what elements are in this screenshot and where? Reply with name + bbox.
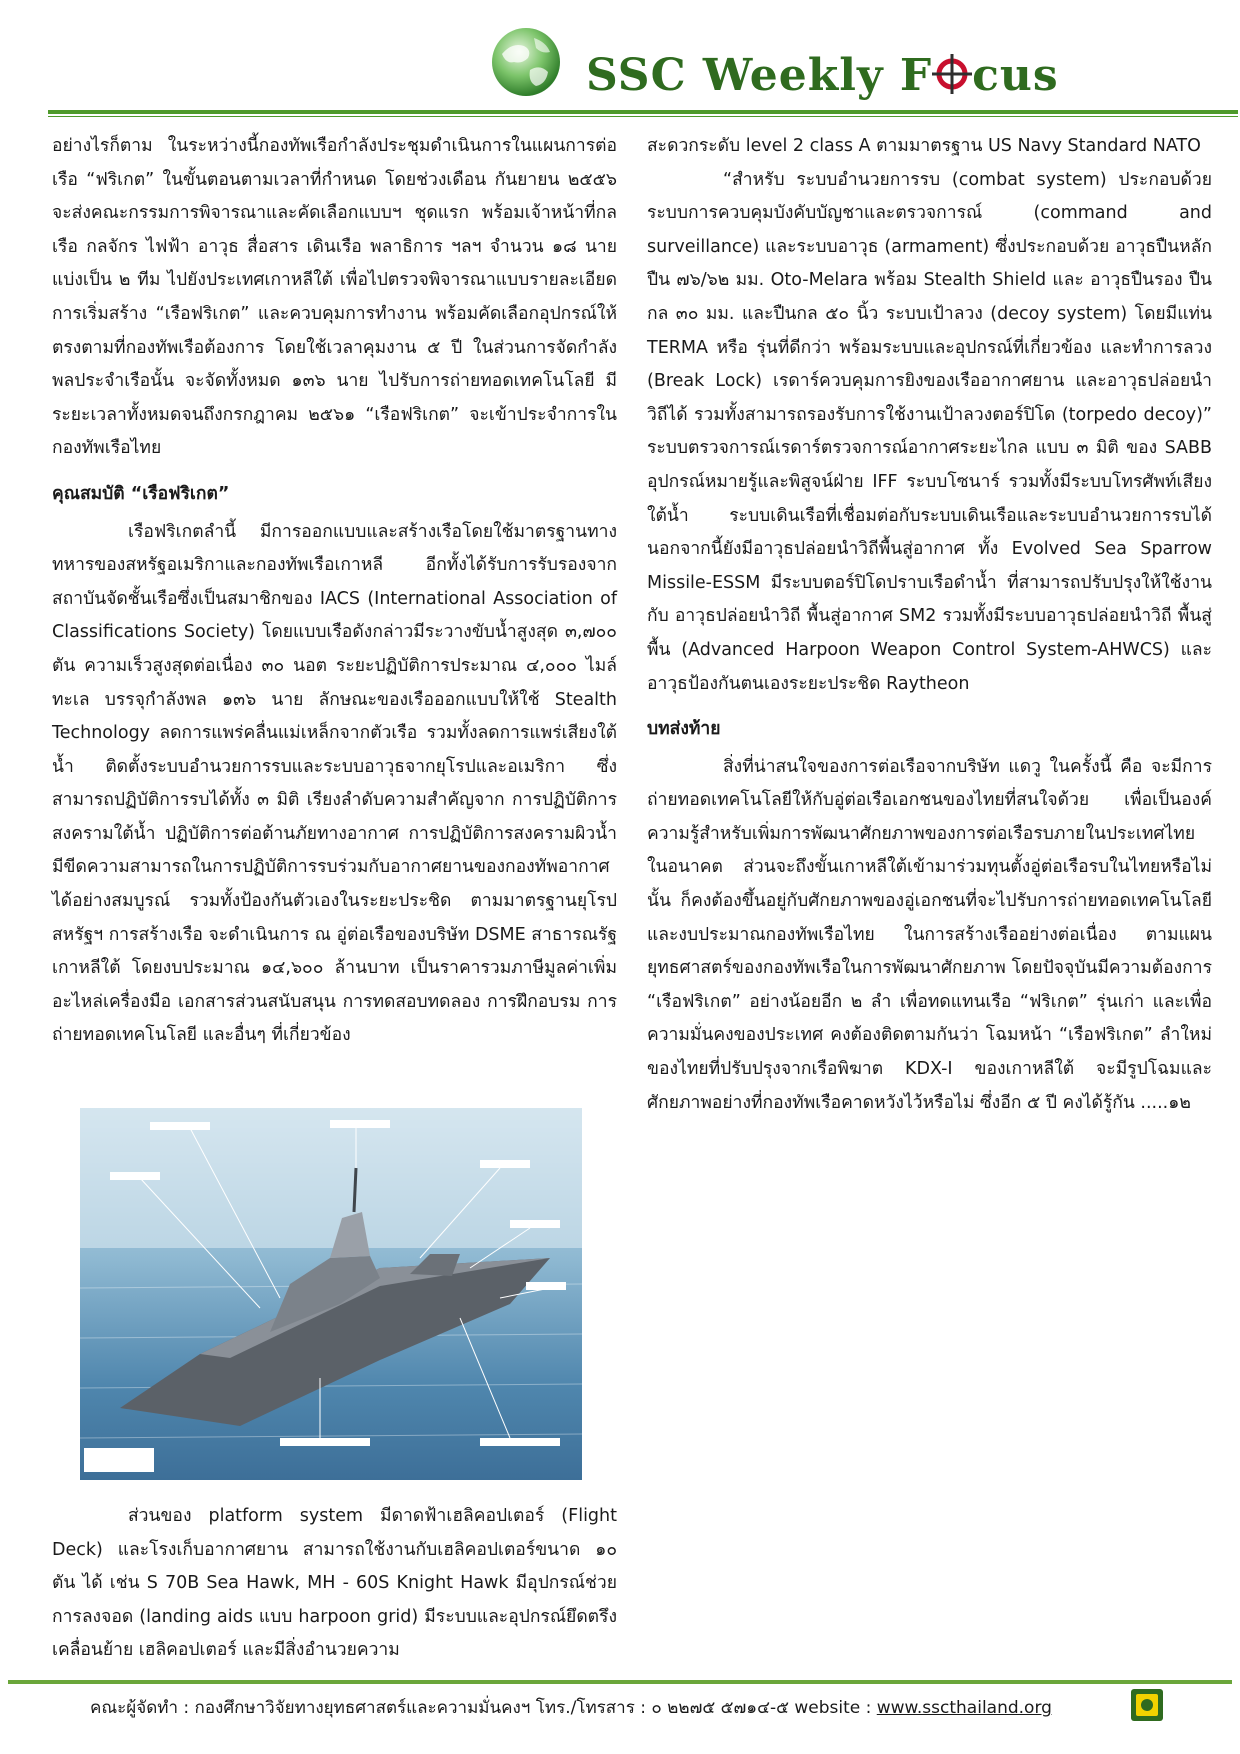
header-divider-thin	[48, 116, 1238, 117]
crosshair-icon	[932, 54, 972, 94]
section-heading: คุณสมบัติ “เรือฟริเกต”	[52, 483, 230, 504]
header-divider	[48, 110, 1238, 114]
section-heading: บทส่งท้าย	[647, 719, 721, 740]
body-paragraph: “สำหรับ ระบบอำนวยการรบ (combat system) ประกอบด้วยระบบการควบคุมบังคับบัญชาและตรวจการณ์ (command and surveillance) และระบบอาวุธ (armament) ซึ่งประกอบด้วย อาวุธปืนหลัก ปืน ๗๖/๖๒ มม. Oto-Melara พร้อม Stealth Shield และ อาวุธปืนรอง ปืนกล ๓๐ มม. และปืนกล ๕๐ นิ้ว ระบบเป้าลวง (decoy system) โดยมีแท่น TERMA หรือ รุ่นที่ดีกว่า พร้อมระบบและอุปกรณ์ที่เกี่ยวข้อง และทำการลวง (Break Lock) เรดาร์ควบคุมการยิงของเรืออากาศยาน และอาวุธปล่อยนำวิถีได้ รวมทั้งสามารถรองรับการใช้งานเป้าลวงตอร์ปิโด (torpedo decoy)” ระบบตรวจการณ์เรดาร์ตรวจการณ์อากาศระยะไกล แบบ ๓ มิติ ของ SABB อุปกรณ์หมายรู้และพิสูจน์ฝ่าย IFF ระบบโซนาร์ รวมทั้งมีระบบโทรศัพท์เสียงใต้น้ำ ระบบเดินเรือที่เชื่อมต่อกับระบบเดินเรือและระบบอำนวยการรบได้ นอกจากนี้ยังมีอาวุธปล่อยนำวิถีพื้นสู่อากาศ ทั้ง Evolved Sea Sparrow Missile-ESSM มีระบบตอร์ปิโดปราบเรือดำน้ำ ที่สามารถปรับปรุงให้ใช้งานกับ อาวุธปล่อยนำวิถี พื้นสู่อากาศ SM2 รวมทั้งมีระบบอาวุธปล่อยนำวิถี พื้นสู่พื้น (Advanced Harpoon Weapon Control System-AHWCS) และอาวุธป้องกันตนเองระยะประชิด Raytheon	[647, 169, 1212, 694]
website-link[interactable]: www.sscthailand.org	[876, 1698, 1052, 1718]
globe-logo-icon	[488, 24, 564, 100]
body-paragraph: สิ่งที่น่าสนใจของการต่อเรือจากบริษัท แดวู ในครั้งนี้ คือ จะมีการถ่ายทอดเทคโนโลยีให้กับอู่ต่อเรือเอกชนของไทยที่สนใจด้วย เพื่อเป็นองค์ความรู้สำหรับเพิ่มการพัฒนาศักยภาพของการต่อเรือรบภายในประเทศไทยในอนาคต ส่วนจะถึงขั้นเกาหลีใต้เข้ามาร่วมทุนตั้งอู่ต่อเรือรบในไทยหรือไม่นั้น ก็คงต้องขึ้นอยู่กับศักยภาพของอู่เอกชนที่จะไปรับการถ่ายทอดเทคโนโลยี และงบประมาณกองทัพเรือไทย ในการสร้างเรืออย่างต่อเนื่อง ตามแผนยุทธศาสตร์ของกองทัพเรือในการพัฒนาศักยภาพ โดยปัจจุบันมีความต้องการ “เรือฟริเกต” อย่างน้อยอีก ๒ ลำ เพื่อทดแทนเรือ “ฟริเกต” รุ่นเก่า และเพื่อความมั่นคงของประเทศ คงต้องติดตามกันว่า โฉมหน้า “เรือฟริเกต” ลำใหม่ของไทยที่ปรับปรุงจากเรือพิฆาต KDX-I ของเกาหลีใต้ จะมีรูปโฉมและศักยภาพอย่างที่กองทัพเรือคาดหวังไว้หรือไม่ ซึ่งอีก ๕ ปี คงได้รู้กัน .....๑๒	[647, 756, 1212, 1113]
body-paragraph: เรือฟริเกตลำนี้ มีการออกแบบและสร้างเรือโดยใช้มาตรฐานทางทหารของสหรัฐอเมริกาและกองทัพเรือเกาหลี อีกทั้งได้รับการรับรองจากสถาบันจัดชั้นเรือซึ่งเป็นสมาชิกของ IACS (International Association of Classifications Society) โดยแบบเรือดังกล่าวมีระวางขับน้ำสูงสุด ๓,๗๐๐ ตัน ความเร็วสูงสุดต่อเนื่อง ๓๐ นอต ระยะปฏิบัติการประมาณ ๔,๐๐๐ ไมล์ทะเล บรรจุกำลังพล ๑๓๖ นาย ลักษณะของเรือออกแบบให้ใช้ Stealth Technology ลดการแพร่คลื่นแม่เหล็กจากตัวเรือ รวมทั้งลดการแพร่เสียงใต้น้ำ ติดตั้งระบบอำนวยการรบและระบบอาวุธจากยุโรปและอเมริกา ซึ่งสามารถปฏิบัติการรบได้ทั้ง ๓ มิติ เรียงลำดับความสำคัญจาก การปฏิบัติการสงครามใต้น้ำ ปฏิบัติการต่อต้านภัยทางอากาศ การปฏิบัติการสงครามผิวน้ำ มีขีดความสามารถในการปฏิบัติการรบร่วมกับอากาศยานของกองทัพอากาศได้อย่างสมบูรณ์ รวมทั้งป้องกันตัวเองในระยะประชิด ตามมาตรฐานยุโรป สหรัฐฯ การสร้างเรือ จะดำเนินการ ณ อู่ต่อเรือของบริษัท DSME สาธารณรัฐเกาหลีใต้ โดยงบประมาณ ๑๔,๖๐๐ ล้านบาท เป็นราคารวมภาษีมูลค่าเพิ่ม อะไหล่เครื่องมือ เอกสารส่วนสนับสนุน การทดสอบทดลอง การฝึกอบรม การถ่ายทอดเทคโนโลยี และอื่นๆ ที่เกี่ยวข้อง	[52, 521, 617, 1046]
frigate-illustration	[80, 1108, 582, 1480]
footer-divider	[8, 1680, 1232, 1684]
body-paragraph: สะดวกระดับ level 2 class A ตามมาตรฐาน US Navy Standard NATO	[647, 136, 1201, 156]
left-column-continuation	[52, 1500, 617, 1668]
ship-image	[80, 1108, 582, 1480]
footer-credits: คณะผู้จัดทำ : กองศึกษาวิจัยทางยุทธศาสตร์และความมั่นคงฯ โทร./โทรสาร : ๐ ๒๒๗๕ ๕๗๑๔-๕ website :	[90, 1698, 877, 1718]
footer-logo-icon	[1130, 1688, 1164, 1722]
page-footer	[90, 1694, 1130, 1721]
right-column	[647, 130, 1212, 1120]
body-paragraph: อย่างไรก็ตาม ในระหว่างนี้กองทัพเรือกำลังประชุมดำเนินการในแผนการต่อเรือ “ฟริเกต” ในขั้นตอนตามเวลาที่กำหนด โดยช่วงเดือน กันยายน ๒๕๕๖ จะส่งคณะกรรมการพิจารณาและคัดเลือกแบบฯ ชุดแรก พร้อมเจ้าหน้าที่กลเรือ กลจักร ไฟฟ้า อาวุธ สื่อสาร เดินเรือ พลาธิการ ฯลฯ จำนวน ๑๘ นาย แบ่งเป็น ๒ ทีม ไปยังประเทศเกาหลีใต้ เพื่อไปตรวจพิจารณาแบบรายละเอียดการเริ่มสร้าง “เรือฟริเกต” และควบคุมการทำงาน พร้อมคัดเลือกอุปกรณ์ให้ตรงตามที่กองทัพเรือต้องการ โดยใช้เวลาคุมงาน ๕ ปี ในส่วนการจัดกำลังพลประจำเรือนั้น จะจัดทั้งหมด ๑๓๖ นาย ไปรับการถ่ายทอดเทคโนโลยี มีระยะเวลาทั้งหมดจนถึงกรกฎาคม ๒๕๖๑ “เรือฟริเกต” จะเข้าประจำการในกองทัพเรือไทย	[52, 136, 617, 459]
body-paragraph: ส่วนของ platform system มีดาดฟ้าเฮลิคอปเตอร์ (Flight Deck) และโรงเก็บอากาศยาน สามารถใช้งานกับเฮลิคอปเตอร์ขนาด ๑๐ ตัน ได้ เช่น S 70B Sea Hawk, MH - 60S Knight Hawk มีอุปกรณ์ช่วยการลงจอด (landing aids แบบ harpoon grid) มีระบบและอุปกรณ์ยึดตรึง เคลื่อนย้าย เฮลิคอปเตอร์ และมีสิ่งอำนวยความ	[52, 1506, 617, 1661]
page-header	[0, 0, 1240, 118]
left-column	[52, 130, 617, 1053]
publication-title: SSC Weekly F cus	[586, 50, 1059, 101]
